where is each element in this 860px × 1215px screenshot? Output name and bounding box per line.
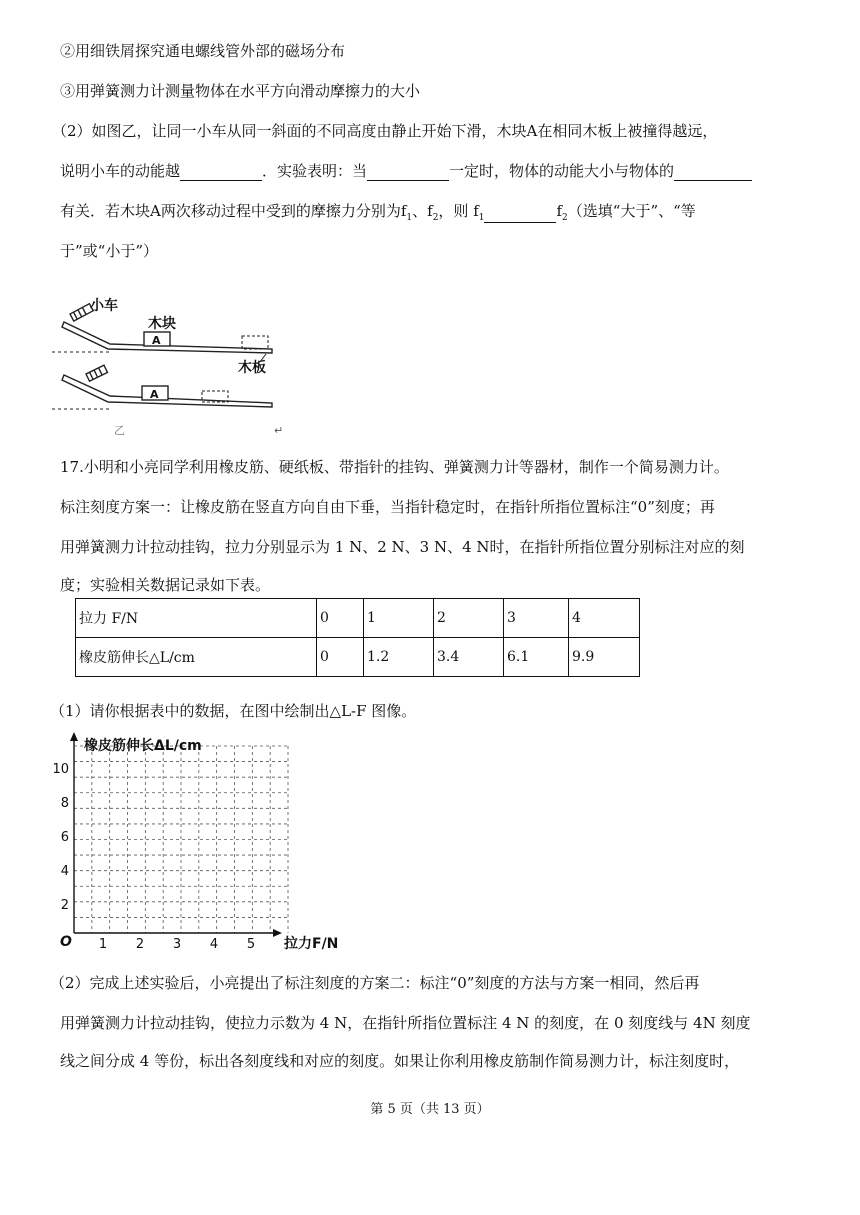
q2-line-2 bbox=[60, 160, 752, 181]
row-label-stretch: 橡皮筋伸长△L/cm bbox=[76, 638, 317, 677]
page-footer: 第 5 页（共 13 页） bbox=[370, 1102, 490, 1117]
q2-text-4: 有关．若木块A两次移动过程中受到的摩擦力分别为f bbox=[60, 202, 407, 220]
q2-line-3: 有关．若木块A两次移动过程中受到的摩擦力分别为$f_1$、$f_2$，则 $f_1$ $f_2$（选填“大于”、“等 bbox=[60, 202, 696, 223]
table-cell: 9.9 bbox=[569, 638, 640, 677]
block-letter-bottom: A bbox=[150, 388, 159, 401]
q17-part1: （1）请你根据表中的数据，在图中绘制出△L-F 图像。 bbox=[50, 702, 417, 720]
table-cell: 1 bbox=[364, 599, 434, 638]
x-axis-arrow-icon bbox=[273, 929, 282, 937]
table-cell: 2 bbox=[434, 599, 504, 638]
x-tick-label: 4 bbox=[209, 937, 219, 952]
table-row bbox=[76, 599, 640, 638]
q2-text-6: ，则 f bbox=[438, 202, 479, 220]
q17-part2-line-1: （2）完成上述实验后，小亮提出了标注刻度的方案二：标注“0”刻度的方法与方案一相同，然后再 bbox=[50, 974, 700, 992]
return-mark: ↵ bbox=[274, 424, 284, 437]
y-axis-arrow-icon bbox=[70, 732, 78, 741]
data-table bbox=[75, 598, 640, 677]
board-label: 木板 bbox=[238, 360, 266, 376]
y-tick-label: 10 bbox=[52, 762, 69, 777]
table-row bbox=[76, 638, 640, 677]
figure-caption: 乙 bbox=[114, 424, 125, 437]
table-cell: 1.2 bbox=[364, 638, 434, 677]
q2-text-3: 一定时，物体的动能大小与物体的 bbox=[449, 162, 675, 180]
q17-part2-line-3: 线之间分成 4 等份，标出各刻度线和对应的刻度。如果让你利用橡皮筋制作简易测力计，标注刻度时， bbox=[60, 1052, 740, 1070]
answer-blank-2[interactable] bbox=[367, 164, 449, 181]
y-tick-label: 8 bbox=[60, 796, 69, 811]
q17-line-3: 用弹簧测力计拉动挂钩，拉力分别显示为 1 N、2 N、3 N、4 N时，在指针所指位置分别标注对应的刻 bbox=[60, 538, 745, 556]
table-cell: 6.1 bbox=[504, 638, 569, 677]
q2-text-1: 说明小车的动能越 bbox=[60, 162, 181, 180]
figure-yi bbox=[52, 292, 312, 437]
answer-blank-4[interactable] bbox=[484, 206, 556, 223]
answer-blank-3[interactable] bbox=[674, 164, 752, 181]
y-tick-label: 4 bbox=[60, 864, 69, 879]
table-cell: 0 bbox=[317, 599, 364, 638]
table-cell: 4 bbox=[569, 599, 640, 638]
block-letter-top: A bbox=[152, 334, 161, 347]
table-cell: 0 bbox=[317, 638, 364, 677]
y-tick-label: 6 bbox=[60, 830, 69, 845]
origin-label: O bbox=[60, 934, 72, 950]
q17-line-1: 17.小明和小亮同学利用橡皮筋、硬纸板、带指针的挂钩、弹簧测力计等器材，制作一个简易测力计。 bbox=[60, 458, 729, 476]
sub-3: 1 bbox=[478, 213, 485, 223]
sub-2: 2 bbox=[432, 213, 439, 223]
y-axis-label: 橡皮筋伸长ΔL/cm bbox=[84, 738, 202, 754]
q17-line-4: 度；实验相关数据记录如下表。 bbox=[60, 576, 271, 594]
x-tick-label: 3 bbox=[172, 937, 182, 952]
table-cell: 3.4 bbox=[434, 638, 504, 677]
car-label: 小车 bbox=[90, 298, 118, 314]
q17-line-2: 标注刻度方案一：让橡皮筋在竖直方向自由下垂，当指针稳定时，在指针所指位置标注“0”刻度；再 bbox=[60, 498, 715, 516]
x-tick-label: 5 bbox=[246, 937, 256, 952]
grid-chart bbox=[52, 728, 352, 958]
answer-blank-1[interactable] bbox=[180, 164, 262, 181]
q2-text-7: （选填“大于”、“等 bbox=[567, 202, 696, 220]
q2-line-1: （2）如图乙，让同一小车从同一斜面的不同高度由静止开始下滑，木块A在相同木板上被撞得越远， bbox=[52, 122, 718, 140]
block-label: 木块 bbox=[148, 316, 176, 332]
q2-text-2: ．实验表明：当 bbox=[262, 162, 368, 180]
x-tick-label: 2 bbox=[135, 937, 145, 952]
x-tick-label: 1 bbox=[98, 937, 108, 952]
sub-1: 1 bbox=[406, 213, 413, 223]
item-3-text: ③用弹簧测力计测量物体在水平方向滑动摩擦力的大小 bbox=[60, 82, 421, 100]
q2-line-4: 于”或“小于”） bbox=[60, 242, 159, 260]
table-cell: 3 bbox=[504, 599, 569, 638]
q17-part2-line-2: 用弹簧测力计拉动挂钩，使拉力示数为 4 N，在指针所指位置标注 4 N 的刻度，在 0 刻度线与 4N 刻度 bbox=[60, 1014, 751, 1032]
y-tick-label: 2 bbox=[60, 898, 69, 913]
row-label-force: 拉力 F/N bbox=[76, 599, 317, 638]
x-axis-label: 拉力F/N bbox=[284, 936, 339, 952]
q2-text-5: 、f bbox=[412, 202, 433, 220]
item-2-text: ②用细铁屑探究通电螺线管外部的磁场分布 bbox=[60, 42, 346, 60]
sub-4: 2 bbox=[562, 213, 568, 223]
